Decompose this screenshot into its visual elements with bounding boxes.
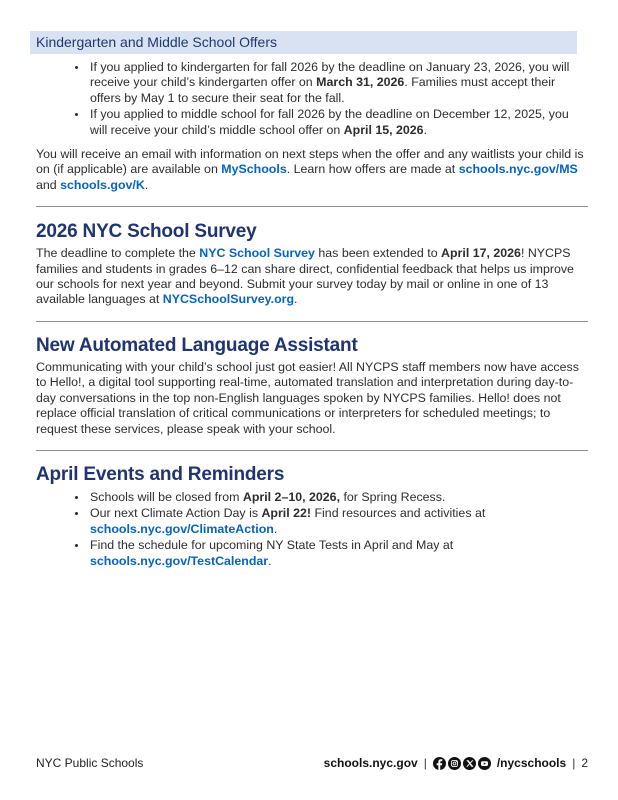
list-item xyxy=(88,60,588,106)
text-run: Communicating with your child’s school just got easier! All NYCPS staff members now have access to Hello!, a digital tool supporting real-time, automated translation and interpretation during day-to-day conversations in the top non-English languages spoken by NYCPS families. Hello! does not replace official translation of critical communications or interpreters for scheduled meetings; to request these services, please speak with your school. xyxy=(36,359,579,436)
list-item xyxy=(88,107,588,138)
bold-text-run: April 2–10, 2026, xyxy=(242,489,341,504)
hyperlink[interactable]: schools.nyc.gov/ClimateAction xyxy=(90,521,274,536)
text-run: . xyxy=(273,521,278,536)
footer-site-url: schools.nyc.gov xyxy=(323,756,418,770)
events-bullet-list xyxy=(36,490,588,569)
divider xyxy=(36,206,588,207)
section-banner-offers xyxy=(30,31,577,54)
bold-text-run: March 31, 2026 xyxy=(316,75,405,90)
text-run: You will receive an email with information on next steps when the offer and any waitlists your child is on (if applicable) are available on xyxy=(36,147,584,177)
instagram-icon xyxy=(448,757,461,770)
footer-separator: | xyxy=(572,756,576,770)
hyperlink[interactable]: schools.gov/K xyxy=(60,177,145,192)
hyperlink[interactable]: schools.nyc.gov/TestCalendar xyxy=(90,553,269,568)
footer-org-name: NYC Public Schools xyxy=(36,756,144,770)
text-run: The deadline to complete the xyxy=(36,246,200,261)
section-heading-events: April Events and Reminders xyxy=(36,463,285,485)
bold-text-run: April 17, 2026 xyxy=(441,246,521,261)
text-run: Schools will be closed from xyxy=(90,489,243,504)
text-run: ! NYCPS families and students in grades 6–12 can share direct, confidential feedback that helps us improve our schools for next year and beyond. Submit your survey today by mail or online in one of 13 available languages at xyxy=(36,246,574,307)
text-run: . xyxy=(294,292,298,307)
list-item xyxy=(88,538,588,569)
text-run: and xyxy=(36,177,61,192)
text-run: has been extended to xyxy=(314,246,442,261)
section-heading-language-assistant: New Automated Language Assistant xyxy=(36,334,358,356)
list-item xyxy=(88,506,588,537)
bold-text-run: April 15, 2026 xyxy=(343,122,424,137)
bold-text-run: April 22! xyxy=(261,506,312,521)
text-run: Find the schedule for upcoming NY State Tests in April and May at xyxy=(90,538,454,553)
survey-paragraph xyxy=(36,246,588,308)
text-run: for Spring Recess. xyxy=(340,489,446,504)
section-banner-title: Kindergarten and Middle School Offers xyxy=(36,34,277,50)
hyperlink[interactable]: MySchools xyxy=(221,162,287,177)
divider xyxy=(36,450,588,451)
facebook-icon xyxy=(433,757,446,770)
text-run: . xyxy=(144,177,149,192)
text-run: If you applied to middle school for fall 2026 by the deadline on December 12, 2025, you will receive your child’s middle school offer on xyxy=(90,107,569,137)
hyperlink[interactable]: schools.nyc.gov/MS xyxy=(458,162,578,177)
text-run: . Families must accept their offers by May 1 to secure their seat for the fall. xyxy=(90,75,556,105)
offers-bullet-list xyxy=(36,60,588,138)
list-item xyxy=(88,490,588,505)
youtube-icon xyxy=(478,757,491,770)
footer-right xyxy=(324,756,588,770)
text-run: . Learn how offers are made at xyxy=(286,162,459,177)
section-heading-survey: 2026 NYC School Survey xyxy=(36,221,257,243)
hyperlink[interactable]: NYCSchoolSurvey.org xyxy=(162,292,295,307)
hyperlink[interactable]: NYC School Survey xyxy=(199,246,315,261)
page-number: 2 xyxy=(581,756,588,770)
offers-paragraph xyxy=(36,147,588,193)
x-icon xyxy=(463,757,476,770)
text-run: Our next Climate Action Day is xyxy=(90,506,262,521)
footer-separator: | xyxy=(423,756,427,770)
language-paragraph xyxy=(36,360,588,437)
divider xyxy=(36,321,588,322)
text-run: . xyxy=(423,122,428,137)
page-footer xyxy=(36,756,588,770)
text-run: If you applied to kindergarten for fall 2026 by the deadline on January 23, 2026, you will receive your child’s kindergarten offer on xyxy=(90,60,570,90)
social-icons xyxy=(433,757,491,770)
footer-social-handle: /nycschools xyxy=(496,756,567,770)
text-run: . xyxy=(268,553,272,568)
text-run: Find resources and activities at xyxy=(311,506,486,521)
